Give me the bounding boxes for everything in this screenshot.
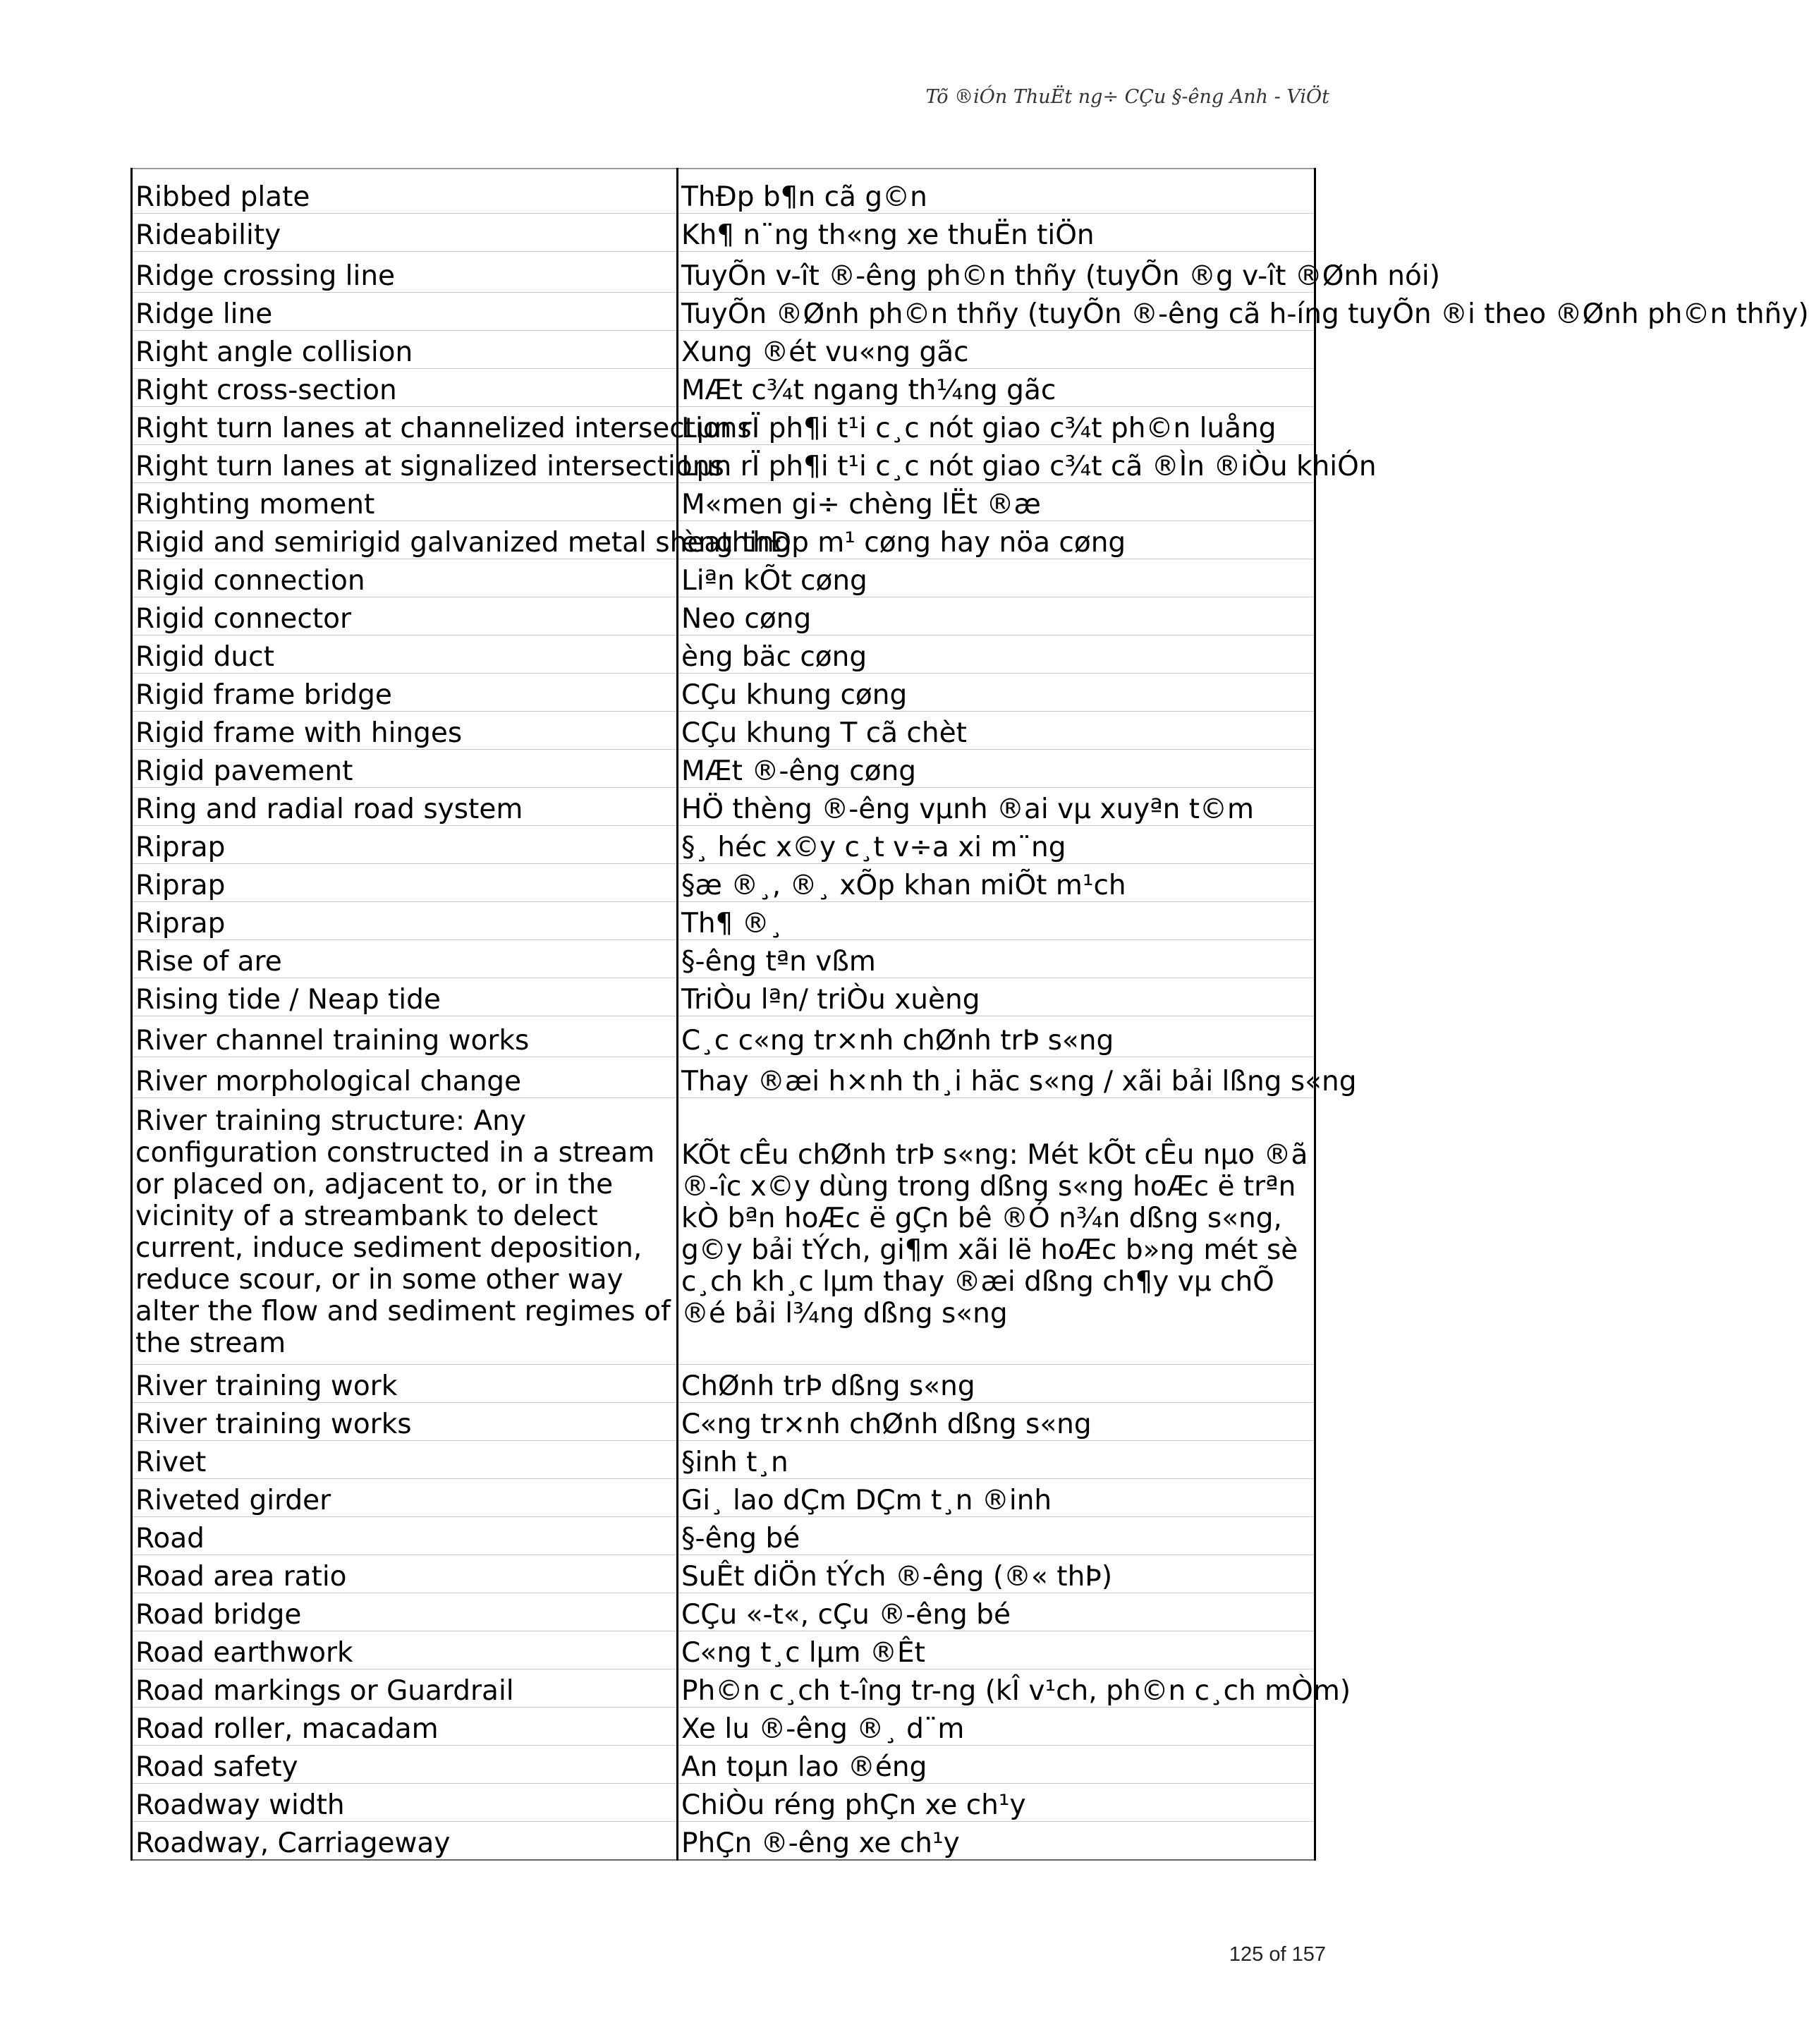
vietnamese-translation-cell: Kh¶ n¨ng th«ng xe thuËn tiÖn (678, 213, 1315, 251)
table-row (132, 749, 1315, 787)
english-term-cell: Riprap (132, 901, 678, 939)
vietnamese-translation-cell: MÆt c¾t ngang th¼ng gãc (678, 368, 1315, 406)
english-term-cell: Riprap (132, 825, 678, 863)
english-term-cell: Riprap (132, 863, 678, 901)
table-row (132, 901, 1315, 939)
vietnamese-translation-cell: SuÊt diÖn tÝch ®-êng (®« thÞ) (678, 1555, 1315, 1593)
vietnamese-translation-cell: ChØnh trÞ dßng s«ng (678, 1364, 1315, 1402)
english-term-cell: Righting moment (132, 482, 678, 521)
vietnamese-translation-cell: An toµn lao ®éng (678, 1745, 1315, 1783)
english-term-cell: Rideability (132, 213, 678, 251)
vietnamese-translation-cell: CÇu khung T cã chèt (678, 711, 1315, 749)
table-row (132, 368, 1315, 406)
english-term-cell: Rigid duct (132, 635, 678, 673)
table-row (132, 406, 1315, 444)
english-term-cell: Roadway, Carriageway (132, 1821, 678, 1860)
table-row (132, 330, 1315, 368)
english-term-cell: Rigid connector (132, 597, 678, 635)
table-row (132, 1516, 1315, 1555)
english-term-cell: Rising tide / Neap tide (132, 978, 678, 1016)
table-row (132, 787, 1315, 825)
table-row (132, 1745, 1315, 1783)
vietnamese-translation-cell: PhÇn ®-êng xe ch¹y (678, 1821, 1315, 1860)
vietnamese-translation-cell: §-êng bé (678, 1516, 1315, 1555)
vietnamese-translation-cell: MÆt ®-êng cøng (678, 749, 1315, 787)
vietnamese-translation-cell: M«men gi÷ chèng lËt ®æ (678, 482, 1315, 521)
vietnamese-translation-cell: Xung ®ét vu«ng gãc (678, 330, 1315, 368)
table-row (132, 1440, 1315, 1478)
table-row (132, 559, 1315, 597)
english-term-cell: Road markings or Guardrail (132, 1669, 678, 1707)
english-term-cell: Ridge crossing line (132, 251, 678, 292)
vietnamese-translation-cell: C«ng tr×nh chØnh dßng s«ng (678, 1402, 1315, 1440)
english-term-cell: River channel training works (132, 1016, 678, 1057)
table-row (132, 1593, 1315, 1631)
running-header: Tõ ®iÓn ThuËt ng÷ CÇu §-êng Anh - ViÖt (925, 86, 1329, 108)
vietnamese-translation-cell: TriÒu lªn/ triÒu xuèng (678, 978, 1315, 1016)
english-term-cell: Rigid frame bridge (132, 673, 678, 711)
english-term-cell: Rigid connection (132, 559, 678, 597)
english-term-cell: River morphological change (132, 1057, 678, 1097)
english-term-cell: Road bridge (132, 1593, 678, 1631)
vietnamese-translation-cell: CÇu «-t«, cÇu ®-êng bé (678, 1593, 1315, 1631)
english-term-cell: Rigid frame with hinges (132, 711, 678, 749)
vietnamese-translation-cell: §inh t¸n (678, 1440, 1315, 1478)
vietnamese-translation-cell: Lµn rÏ ph¶i t¹i c¸c nót giao c¾t ph©n luång (678, 406, 1315, 444)
english-term-cell: Rivet (132, 1440, 678, 1478)
english-term-cell: Ring and radial road system (132, 787, 678, 825)
english-term-cell: Roadway width (132, 1783, 678, 1821)
table-row (132, 444, 1315, 482)
table-row (132, 978, 1315, 1016)
vietnamese-translation-cell: Xe lu ®-êng ®¸ d¨m (678, 1707, 1315, 1745)
vietnamese-translation-cell: ChiÒu réng phÇn xe ch¹y (678, 1783, 1315, 1821)
english-term-cell: Right cross-section (132, 368, 678, 406)
table-row (132, 635, 1315, 673)
table-row (132, 1402, 1315, 1440)
english-term-cell: Road safety (132, 1745, 678, 1783)
vietnamese-translation-cell: TuyÕn v-ît ®-êng ph©n thñy (tuyÕn ®g v-ît ®Ønh nói) (678, 251, 1315, 292)
page-number: 125 of 157 (1229, 1943, 1326, 1966)
table-row (132, 1783, 1315, 1821)
table-row (132, 1669, 1315, 1707)
english-term-cell: Road (132, 1516, 678, 1555)
english-term-cell: Road roller, macadam (132, 1707, 678, 1745)
table-row (132, 1016, 1315, 1057)
table-row (132, 213, 1315, 251)
vietnamese-translation-cell: Th¶ ®¸ (678, 901, 1315, 939)
vietnamese-translation-cell: C¸c c«ng tr×nh chØnh trÞ s«ng (678, 1016, 1315, 1057)
table-row (132, 251, 1315, 292)
english-term-cell: Rigid and semirigid galvanized metal sheathing (132, 521, 678, 559)
vietnamese-translation-cell: HÖ thèng ®-êng vµnh ®ai vµ xuyªn t©m (678, 787, 1315, 825)
vietnamese-translation-cell: §¸ héc x©y c¸t v÷a xi m¨ng (678, 825, 1315, 863)
english-term-cell: River training structure: Any configuration constructed in a stream or placed on, adjacent to, or in the vicinity of a streambank to delect current, induce sediment deposition, reduce scour, or in some other way alter the flow and sediment regimes of the stream (132, 1097, 678, 1364)
vietnamese-translation-cell: CÇu khung cøng (678, 673, 1315, 711)
table-row (132, 863, 1315, 901)
table-row (132, 597, 1315, 635)
english-term-cell: Road area ratio (132, 1555, 678, 1593)
table-row (132, 1097, 1315, 1364)
table-row (132, 1707, 1315, 1745)
english-term-cell: Road earthwork (132, 1631, 678, 1669)
english-term-cell: Rigid pavement (132, 749, 678, 787)
vietnamese-translation-cell: Ph©n c¸ch t-îng tr-ng (kÎ v¹ch, ph©n c¸ch mÒm) (678, 1669, 1315, 1707)
table-row (132, 673, 1315, 711)
vietnamese-translation-cell: TuyÕn ®Ønh ph©n thñy (tuyÕn ®-êng cã h-íng tuyÕn ®i theo ®Ønh ph©n thñy) (678, 292, 1315, 330)
vietnamese-translation-cell: KÕt cÊu chØnh trÞ s«ng: Mét kÕt cÊu nµo ®ã ®-îc x©y dùng trong dßng s«ng hoÆc ë trªn kÒ bªn hoÆc ë gÇn bê ®Ó n¾n dßng s«ng, g©y bải tÝch, gi¶m xãi lë hoÆc b»ng mét sè c¸ch kh¸c lµm thay ®æi dßng ch¶y vµ chÕ ®é bải l¾ng dßng s«ng (678, 1097, 1315, 1364)
english-term-cell: Right turn lanes at channelized intersections (132, 406, 678, 444)
english-term-cell: Right angle collision (132, 330, 678, 368)
glossary-table (130, 168, 1809, 1861)
table-row (132, 1631, 1315, 1669)
vietnamese-translation-cell: Liªn kÕt cøng (678, 559, 1315, 597)
english-term-cell: Ribbed plate (132, 169, 678, 213)
table-row (132, 825, 1315, 863)
vietnamese-translation-cell: Gi¸ lao dÇm DÇm t¸n ®inh (678, 1478, 1315, 1516)
table-row (132, 711, 1315, 749)
english-term-cell: Ridge line (132, 292, 678, 330)
table-row (132, 1057, 1315, 1097)
table-row (132, 1555, 1315, 1593)
table-row (132, 292, 1315, 330)
vietnamese-translation-cell: Lµn rÏ ph¶i t¹i c¸c nót giao c¾t cã ®Ìn ®iÒu khiÓn (678, 444, 1315, 482)
english-term-cell: Right turn lanes at signalized intersections (132, 444, 678, 482)
vietnamese-translation-cell: Thay ®æi h×nh th¸i häc s«ng / xãi bải lßng s«ng (678, 1057, 1315, 1097)
table-row (132, 521, 1315, 559)
english-term-cell: Rise of are (132, 939, 678, 978)
vietnamese-translation-cell: èng bäc cøng (678, 635, 1315, 673)
vietnamese-translation-cell: §æ ®¸, ®¸ xÕp khan miÕt m¹ch (678, 863, 1315, 901)
table-row (132, 939, 1315, 978)
english-term-cell: Riveted girder (132, 1478, 678, 1516)
english-term-cell: River training work (132, 1364, 678, 1402)
english-term-cell: River training works (132, 1402, 678, 1440)
table-row (132, 1478, 1315, 1516)
table-row (132, 1821, 1315, 1860)
vietnamese-translation-cell: C«ng t¸c lµm ®Êt (678, 1631, 1315, 1669)
table-row (132, 1364, 1315, 1402)
vietnamese-translation-cell: §-êng tªn vßm (678, 939, 1315, 978)
vietnamese-translation-cell: èng thÐp m¹ cøng hay nöa cøng (678, 521, 1315, 559)
vietnamese-translation-cell: ThÐp b¶n cã g©n (678, 169, 1315, 213)
vietnamese-translation-cell: Neo cøng (678, 597, 1315, 635)
table-row (132, 482, 1315, 521)
table-row (132, 169, 1315, 213)
